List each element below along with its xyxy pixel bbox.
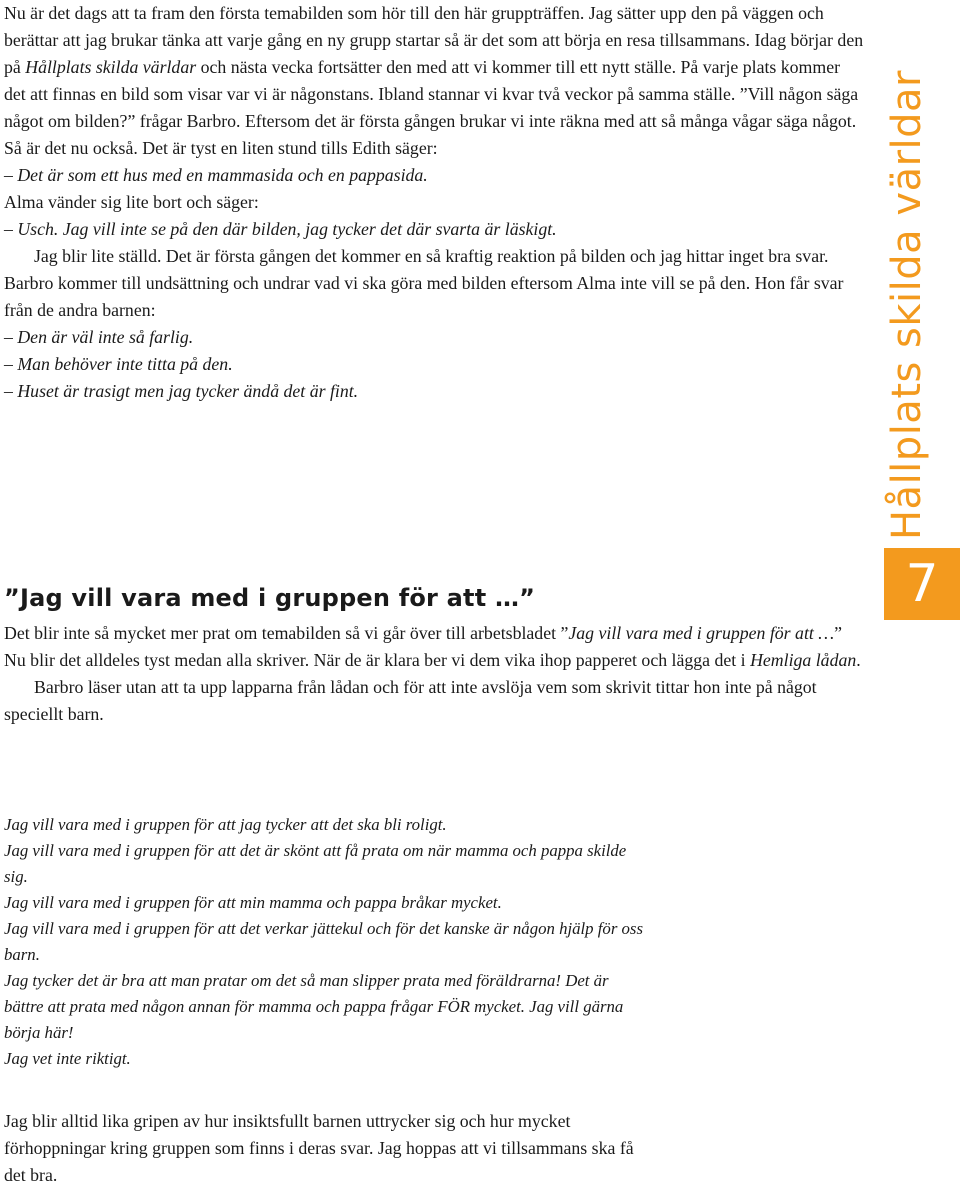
dialog-line-edith: – Det är som ett hus med en mammasida och en pappasida.	[4, 165, 428, 185]
dialog-line-child-1: – Den är väl inte så farlig.	[4, 327, 194, 347]
children-quotes	[4, 812, 648, 1072]
section-paragraph-2: Barbro läser utan att ta upp lapparna från lådan och för att inte avslöja vem som skrivit tittar hon inte på något speciellt barn.	[4, 677, 822, 724]
section-text-a: Det blir inte så mycket mer prat om temabilden så vi går över till arbetsbladet ”	[4, 623, 569, 643]
section-paragraph-1	[4, 620, 864, 674]
section-body	[4, 620, 864, 728]
child-quote: Jag vet inte riktigt.	[4, 1049, 131, 1068]
dialog-line-child-3: – Huset är trasigt men jag tycker ändå det är fint.	[4, 381, 359, 401]
dialog-line-child-2: – Man behöver inte titta på den.	[4, 354, 233, 374]
child-quote: Jag tycker det är bra att man pratar om det så man slipper prata med föräldrarna! Det är bättre att prata med någon annan för mamma och pappa frågar FÖR mycket. Jag vill gärna börja här!	[4, 971, 628, 1042]
child-quote: Jag vill vara med i gruppen för att det verkar jättekul och för det kanske är någon hjälp för oss barn.	[4, 919, 648, 964]
narration-alma: Alma vänder sig lite bort och säger:	[4, 192, 259, 212]
worksheet-title: Jag vill vara med i gruppen för att …	[568, 623, 835, 643]
chapter-side-title	[872, 70, 942, 541]
section-text-b: ” Nu blir det alldeles tyst medan alla skriver. När de är klara ber vi dem vika ihop papperet och lägga det i	[4, 623, 847, 670]
intro-emphasis: Hållplats skilda världar	[25, 57, 197, 77]
child-quote: Jag vill vara med i gruppen för att jag tycker att det ska bli roligt.	[4, 815, 447, 834]
narration-reaction: Jag blir lite ställd. Det är första gången det kommer en så kraftig reaktion på bilden och jag hittar inget bra svar. Barbro kommer till undsättning och undrar vad vi ska göra med bilden eftersom Alma inte vill se på den. Hon får svar från de andra barnen:	[4, 246, 848, 320]
section-heading: ”Jag vill vara med i gruppen för att …”	[4, 584, 536, 612]
main-column	[4, 0, 868, 405]
child-quote: Jag vill vara med i gruppen för att min mamma och pappa bråkar mycket.	[4, 893, 502, 912]
closing-paragraph: Jag blir alltid lika gripen av hur insiktsfullt barnen uttrycker sig och hur mycket förhoppningar kring gruppen som finns i deras svar. Jag hoppas att vi tillsammans ska få det bra.	[4, 1111, 639, 1185]
side-title-text: Hållplats skilda världar	[884, 70, 930, 541]
intro-text-a: Nu är det dags att ta fram den första temabilden som hör till den här gruppträffen. Jag sätter upp den på väggen och berättar att jag brukar tänka att varje gång en ny grupp startar så är det som att börja en resa tillsammans. Idag börjar den på	[4, 3, 868, 77]
dialog-line-alma: – Usch. Jag vill inte se på den där bilden, jag tycker det där svarta är läskigt.	[4, 219, 557, 239]
secret-box-name: Hemliga lådan	[750, 650, 857, 670]
section-text-c: .	[856, 650, 861, 670]
child-quote: Jag vill vara med i gruppen för att det är skönt att få prata om när mamma och pappa skilde sig.	[4, 841, 631, 886]
chapter-number-badge: 7	[884, 548, 960, 620]
intro-paragraph	[4, 0, 868, 162]
closing-section	[4, 1108, 644, 1189]
intro-text-b: och nästa vecka fortsätter den med att vi kommer till ett nytt ställe. På varje plats kommer det att finnas en bild som visar var vi är någonstans. Ibland stannar vi kvar två veckor på samma ställe. ”Vill någon säga något om bilden?” frågar Barbro. Eftersom det är första gången brukar vi inte räkna med att så många vågar säga något. Så är det nu också. Det är tyst en liten stund tills Edith säger:	[4, 57, 863, 158]
